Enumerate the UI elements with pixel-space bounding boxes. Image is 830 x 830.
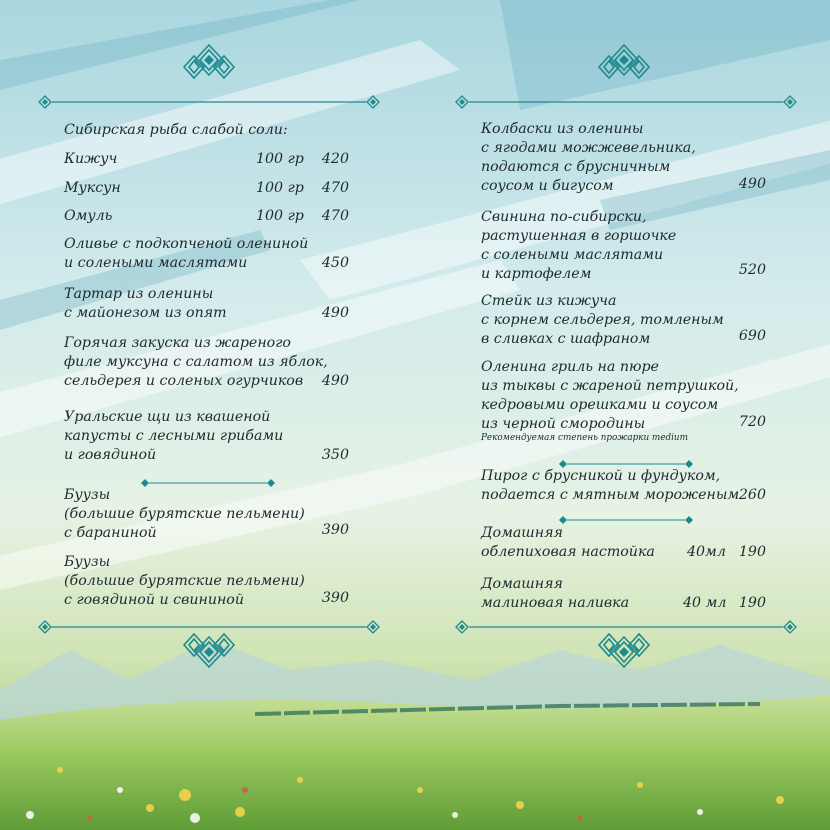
diamond-ornament-icon xyxy=(595,43,653,87)
menu-item-weight: 100 гр xyxy=(256,208,304,224)
section-title: Сибирская рыба слабой соли: xyxy=(64,122,288,138)
menu-item-price: 490 xyxy=(321,305,349,321)
menu-item-name: Кижуч xyxy=(64,151,118,167)
menu-item-weight: 100 гр xyxy=(256,180,304,196)
menu-item-name: Омуль xyxy=(64,208,113,224)
menu-item: Горячая закуска из жареного филе муксуна с салатом из яблок, сельдерея и соленых огурчиков xyxy=(64,335,328,389)
menu-item-price: 390 xyxy=(321,590,349,606)
menu-item-price: 490 xyxy=(738,176,766,192)
menu-item: Домашняя малиновая наливка xyxy=(481,576,630,611)
diamond-ornament-icon xyxy=(180,629,238,673)
menu-item: Уральские щи из квашеной капусты с лесными грибами и говядиной xyxy=(64,409,284,463)
menu-item: Тартар из оленины с майонезом из опят xyxy=(64,286,227,321)
diamond-ornament-icon xyxy=(595,629,653,673)
menu-item: Свинина по-сибирски, растушенная в горшочке с солеными маслятами и картофелем xyxy=(481,209,677,282)
menu-item-price: 420 xyxy=(321,151,349,167)
menu-item-price: 470 xyxy=(321,208,349,224)
menu-item-price: 350 xyxy=(321,447,349,463)
menu-item-price: 190 xyxy=(738,595,766,611)
ornamental-rule-icon xyxy=(38,94,380,113)
menu-item-price: 720 xyxy=(738,414,766,430)
menu-item: Стейк из кижуча с корнем сельдерея, томленым в сливках с шафраном xyxy=(481,293,724,347)
menu-item: Домашняя облепиховая настойка xyxy=(481,525,655,560)
diamond-ornament-icon xyxy=(180,43,238,87)
menu-item-price: 490 xyxy=(321,373,349,389)
menu-item: Колбаски из оленины с ягодами можжевельника, подаются с брусничным соусом и бигусом xyxy=(481,121,696,194)
menu-item: Буузы (большие бурятские пельмени) с бараниной xyxy=(64,487,305,541)
menu-item-price: 450 xyxy=(321,255,349,271)
menu-item-price: 690 xyxy=(738,328,766,344)
menu-item: Оливье с подкопченой олениной и солеными маслятами xyxy=(64,236,309,271)
menu-item-price: 190 xyxy=(738,544,766,560)
menu-item: Буузы (большие бурятские пельмени) с говядиной и свининой xyxy=(64,554,305,608)
menu-item: Оленина гриль на пюре из тыквы с жареной петрушкой, кедровыми орешками и соусом из черной смородины xyxy=(481,359,739,432)
menu-item-price: 470 xyxy=(321,180,349,196)
menu-item-price: 260 xyxy=(738,487,766,503)
menu-page-right xyxy=(415,0,830,830)
menu-item-price: 390 xyxy=(321,522,349,538)
menu-item-volume: 40 мл xyxy=(683,595,727,611)
menu-item-weight: 100 гр xyxy=(256,151,304,167)
menu-item-name: Муксун xyxy=(64,180,121,196)
ornamental-rule-icon xyxy=(455,94,797,113)
menu-item-price: 520 xyxy=(738,262,766,278)
doneness-note: Рекомендуемая степень прожарки medium xyxy=(481,433,688,443)
menu-item-volume: 40мл xyxy=(687,544,726,560)
menu-item: Пирог с брусникой и фундуком, подается с мятным мороженым xyxy=(481,468,740,503)
